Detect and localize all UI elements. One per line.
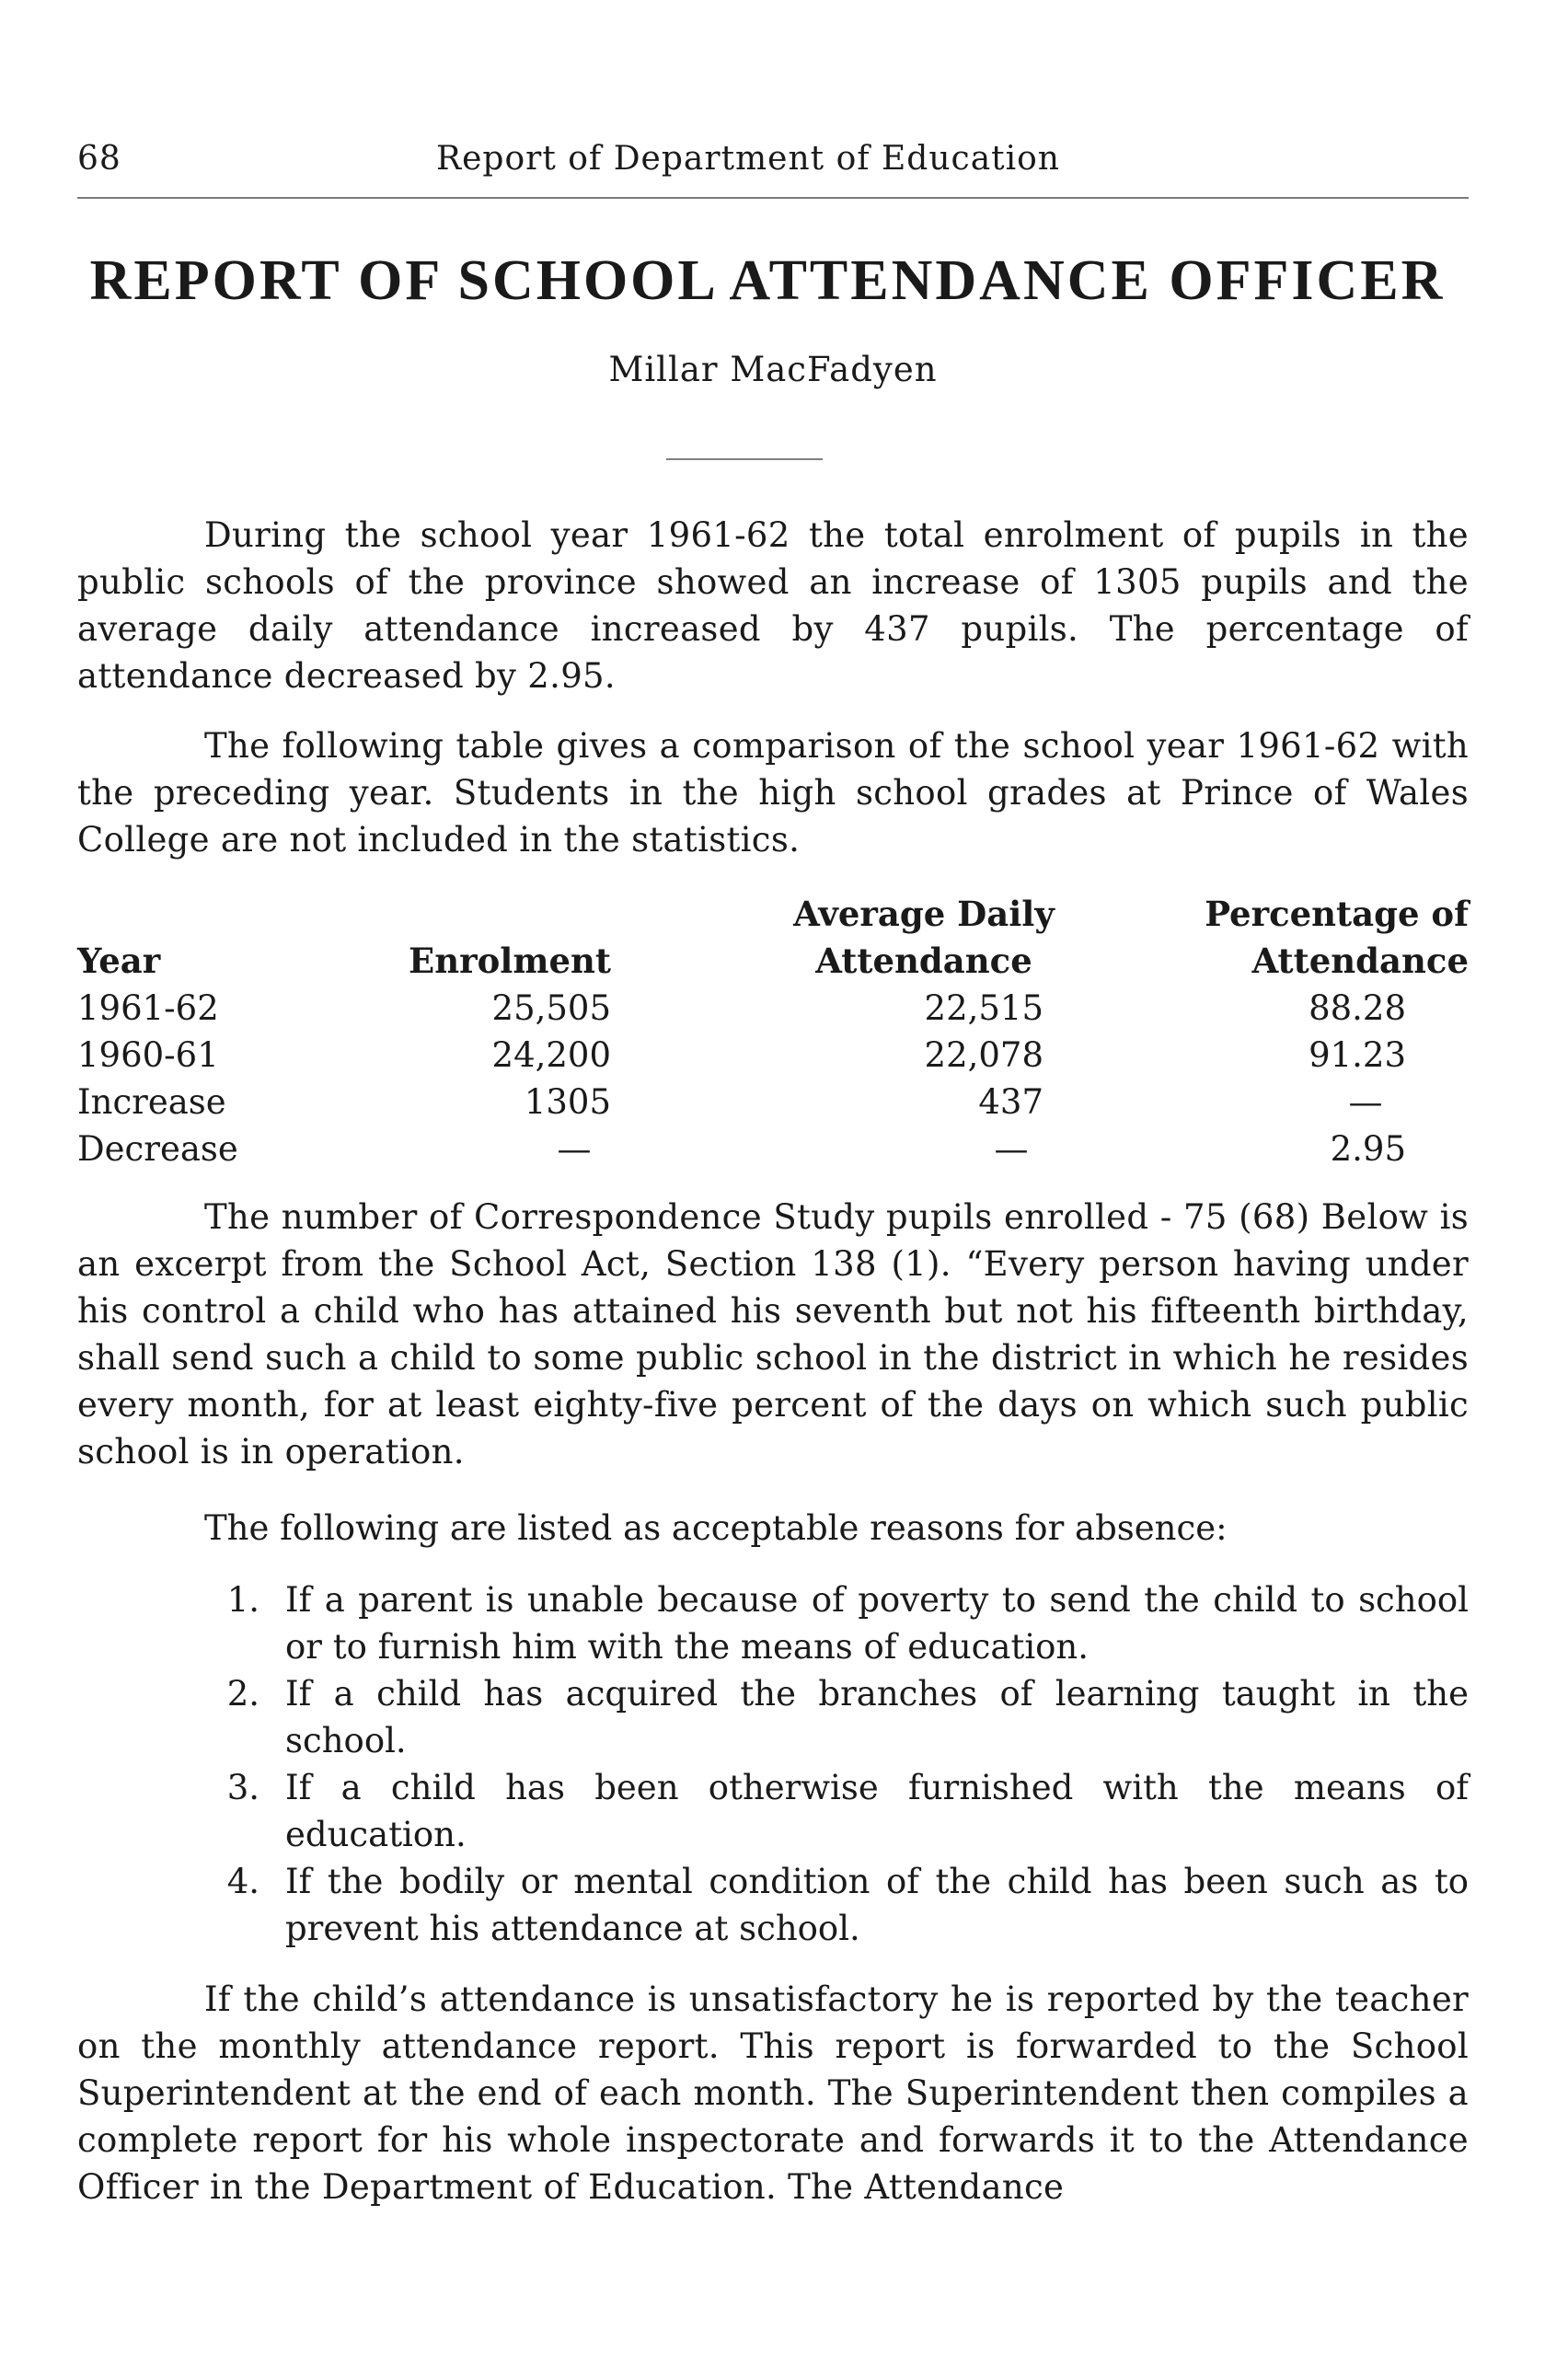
reasons-list [77,1576,1469,1952]
cell-enrolment: 24,200 [491,1035,611,1075]
list-item [77,1576,1469,1670]
list-number: 4. [226,1862,259,1901]
header-percentage-line2: Attendance [1251,941,1469,981]
cell-percentage: — [1348,1082,1383,1122]
author-name: Millar MacFadyen [608,350,938,389]
paragraph-school-act: The number of Correspondence Study pupils enrolled - 75 (68) Below is an excerpt from the School Act, Section 138 (1). “Every person having under his control a child who has attained his seventh but not his fifteenth birthday, shall send such a child to some public school in the district in which he resides every month, for at least eighty-five percent of the days on which such public school is in operation. [77,1197,1469,1472]
reasons-intro: The following are listed as acceptable reasons for absence: [204,1508,1228,1548]
page-header [77,140,1469,186]
header-year: Year [77,941,161,981]
document-page [77,0,1469,2366]
cell-percentage: 91.23 [1309,1035,1406,1075]
cell-enrolment: — [557,1129,592,1169]
header-percentage-line1: Percentage of [1205,894,1469,934]
title-divider [666,458,823,460]
cell-year: Increase [77,1082,226,1122]
paragraph-enrolment-summary: During the school year 1961-62 the total enrolment of pupils in the public schools of the province showed an increase of 1305 pupils and the average daily attendance increased by 437 pupils. The percentage of attendance decreased by 2.95. [77,515,1469,696]
cell-year: 1960-61 [77,1035,219,1075]
list-number: 2. [226,1674,259,1714]
cell-attendance: 22,515 [924,988,1043,1028]
cell-year: Decrease [77,1129,238,1169]
list-text: If a child has acquired the branches of learning taught in the school. [285,1674,1469,1760]
page-number: 68 [77,140,121,178]
cell-attendance: — [994,1129,1029,1169]
header-enrolment: Enrolment [409,941,612,981]
list-number: 3. [226,1768,259,1807]
list-number: 1. [226,1580,259,1620]
cell-percentage: 88.28 [1309,988,1406,1028]
list-item [77,1670,1469,1764]
cell-year: 1961-62 [77,988,219,1028]
cell-enrolment: 1305 [524,1082,611,1122]
list-text: If the bodily or mental condition of the child has been such as to prevent his attendance at school. [285,1862,1469,1948]
list-item [77,1858,1469,1952]
cell-percentage: 2.95 [1330,1129,1406,1169]
cell-attendance: 437 [978,1082,1043,1122]
report-title: REPORT OF SCHOOL ATTENDANCE OFFICER [89,249,1446,312]
paragraph-reporting-process: If the child’s attendance is unsatisfactory he is reported by the teacher on the monthly attendance report. This report is forwarded to the School Superintendent at the end of each month. The Superintendent then compiles a complete report for his whole inspectorate and forwards it to the Attendance Officer in the Department of Education. The Attendance [77,1979,1469,2207]
header-avg-daily-line2: Attendance [815,941,1032,981]
paragraph-table-intro: The following table gives a comparison of the school year 1961-62 with the preceding year. Students in the high school grades at Prince of Wales College are not included in the statistics. [77,726,1469,860]
cell-enrolment: 25,505 [491,988,611,1028]
running-title: Report of Department of Education [436,140,1060,178]
header-avg-daily-line1: Average Daily [793,894,1055,934]
list-text: If a child has been otherwise furnished with the means of education. [285,1768,1469,1854]
cell-attendance: 22,078 [924,1035,1043,1075]
list-text: If a parent is unable because of poverty to send the child to school or to furnish him with the means of education. [285,1580,1469,1667]
header-divider [77,197,1469,199]
list-item [77,1764,1469,1858]
